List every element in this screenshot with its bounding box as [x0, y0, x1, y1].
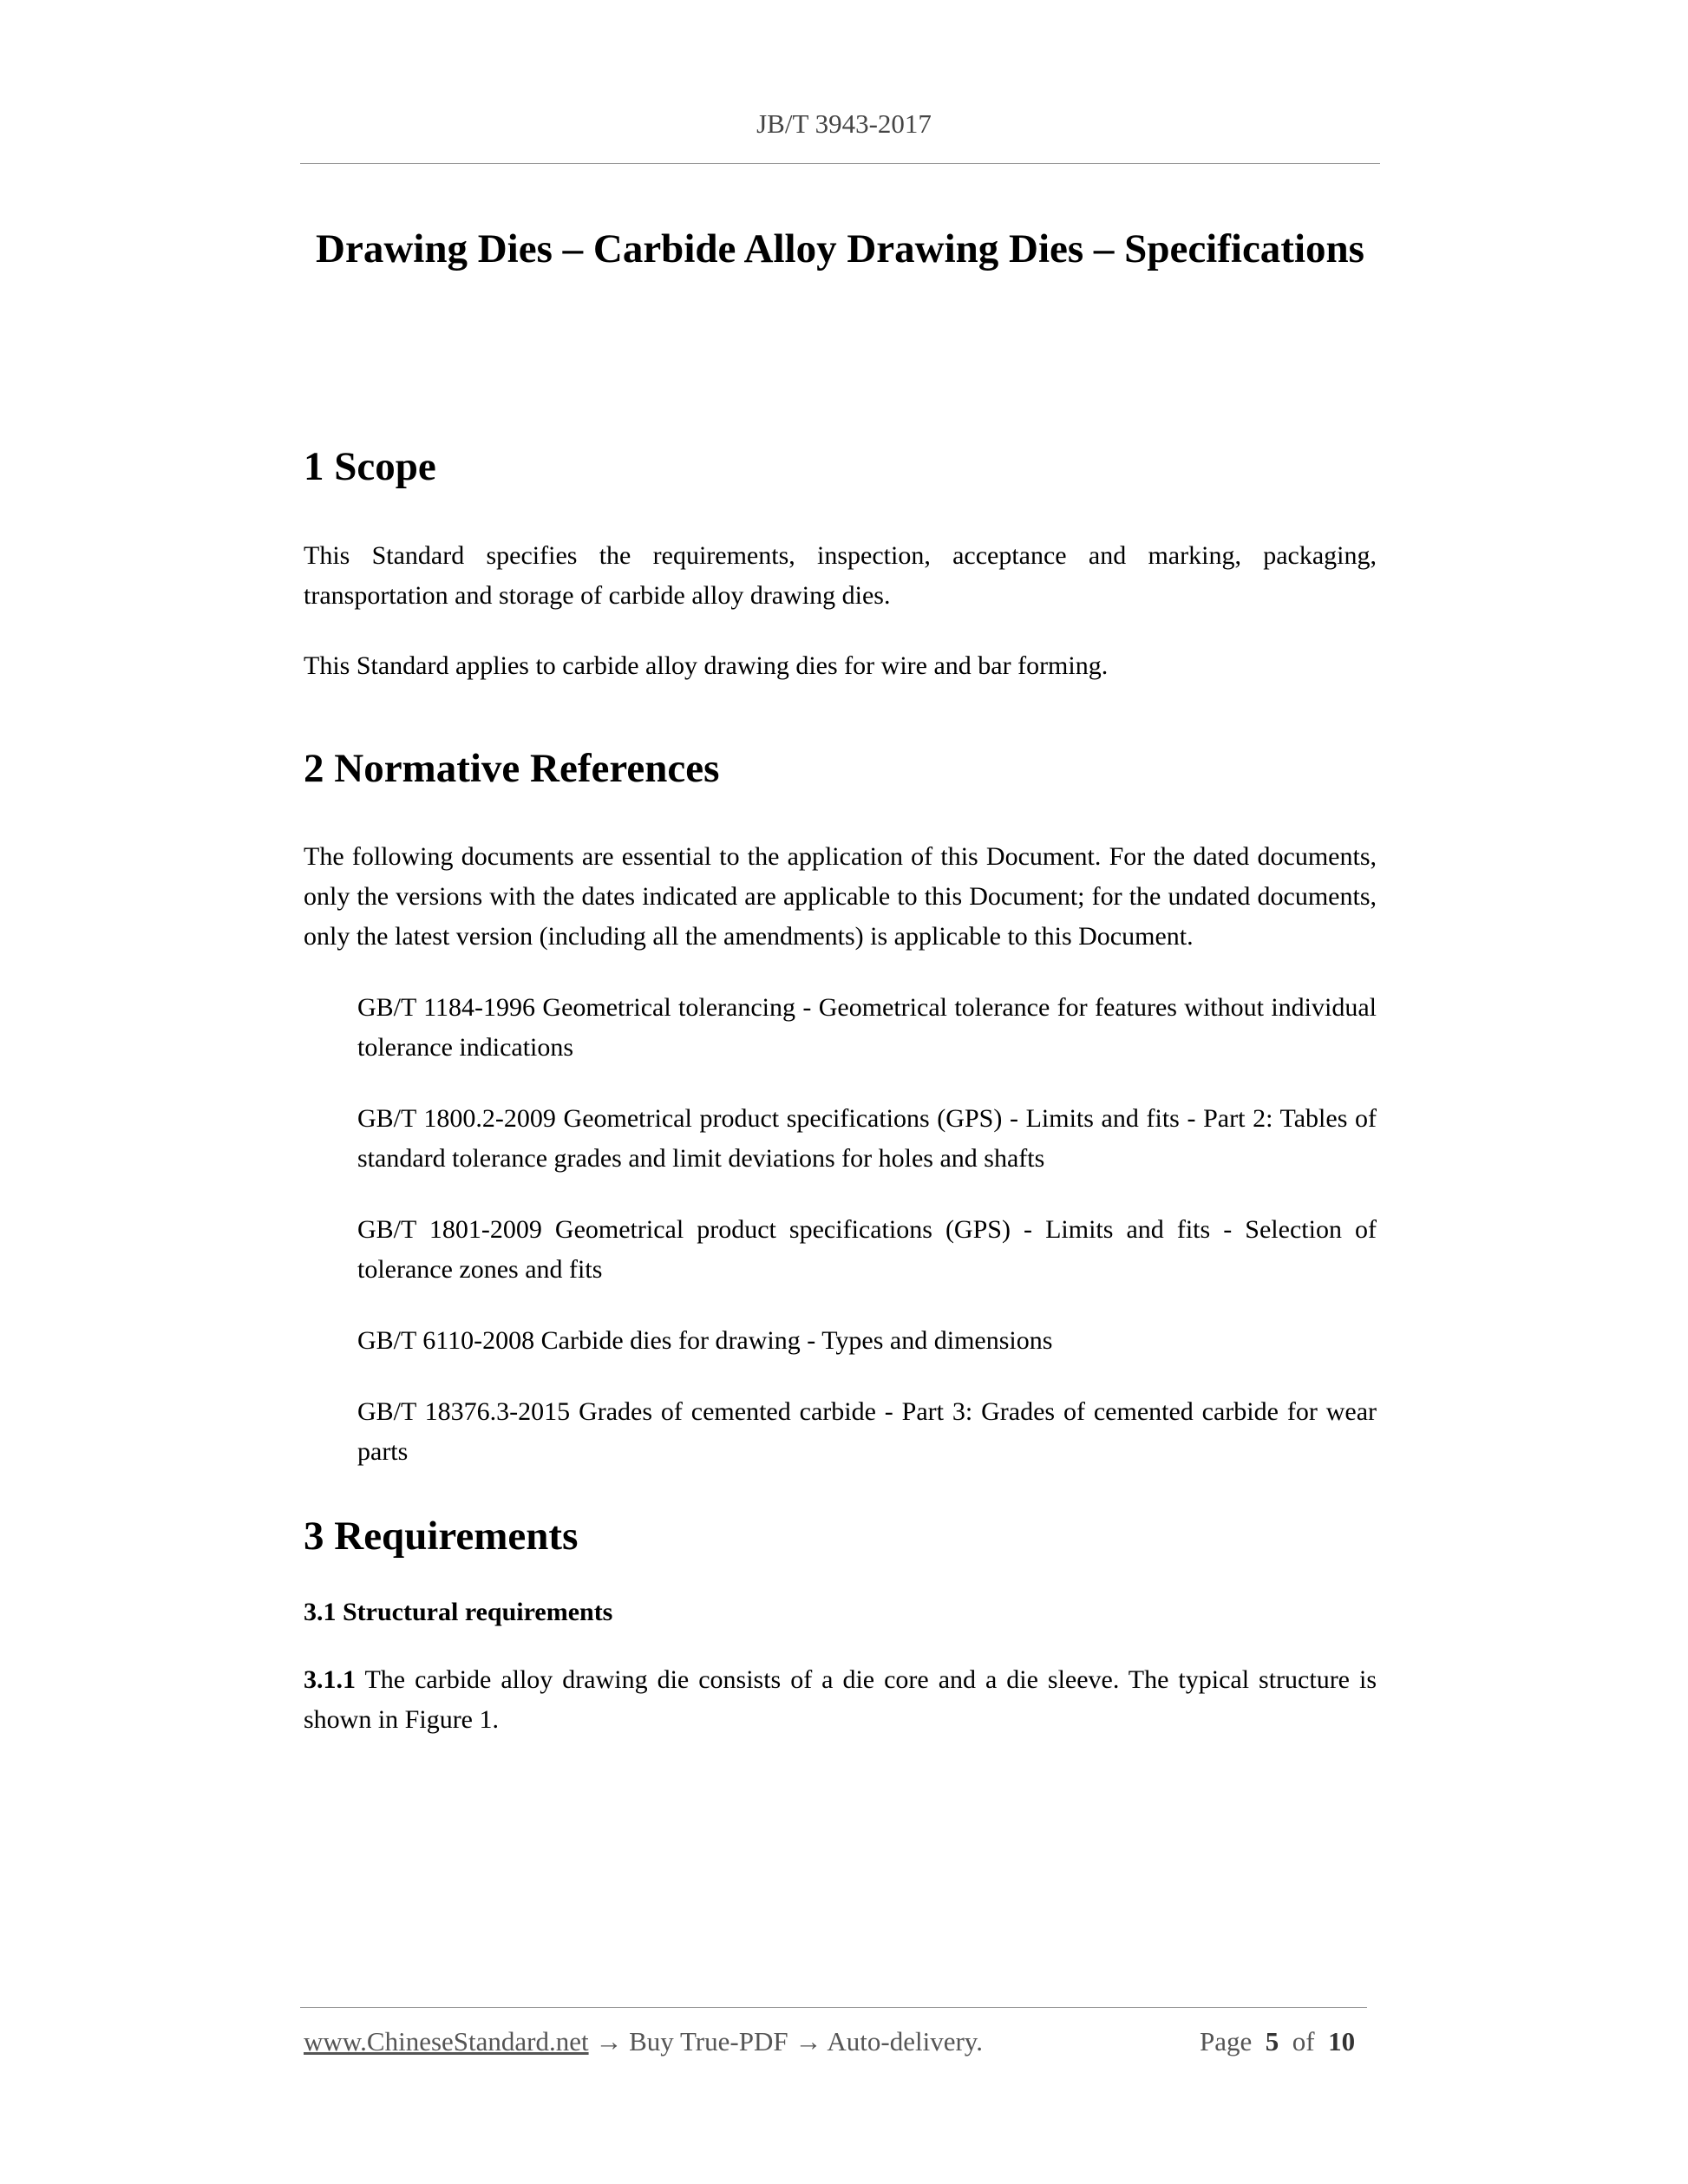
- section-heading-scope: 1 Scope: [304, 444, 436, 489]
- header-divider: [300, 163, 1380, 164]
- buy-true-pdf-text: Buy True-PDF: [629, 2026, 788, 2056]
- document-body: [304, 442, 1377, 1740]
- reference-item-gbt-18376-3: GB/T 18376.3-2015 Grades of cemented carbide - Part 3: Grades of cemented carbide for wear parts: [357, 1396, 1377, 1466]
- reference-item-gbt-1184: GB/T 1184-1996 Geometrical tolerancing - Geometrical tolerance for features without individual tolerance indications: [357, 992, 1377, 1062]
- of-label: of: [1292, 2026, 1315, 2056]
- subsection-heading-structural-requirements: 3.1 Structural requirements: [304, 1598, 613, 1627]
- footer-divider: [300, 2007, 1367, 2008]
- arrow-right-icon: →: [795, 2026, 822, 2056]
- arrow-right-icon: →: [595, 2026, 623, 2056]
- website-link[interactable]: www.ChineseStandard.net: [304, 2026, 589, 2056]
- header-standard-code: JB/T 3943-2017: [756, 108, 932, 139]
- scope-paragraph-1: This Standard specifies the requirements, inspection, acceptance and marking, packaging, transportation and storage of carbide alloy drawing dies.: [304, 541, 1377, 611]
- clause-text: The carbide alloy drawing die consists of a die core and a die sleeve. The typical structure is shown in Figure 1.: [304, 1665, 1377, 1735]
- clause-number: 3.1.1: [304, 1665, 356, 1695]
- scope-paragraph-2: This Standard applies to carbide alloy drawing dies for wire and bar forming.: [304, 651, 1109, 681]
- normative-intro-paragraph: The following documents are essential to the application of this Document. For the dated documents, only the versions with the dates indicated are applicable to this Document; for the undated documents, only the latest version (including all the amendments) is applicable to this Document.: [304, 841, 1377, 951]
- footer-promo: [304, 2026, 983, 2057]
- clause-3-1-1: [304, 1660, 1377, 1740]
- document-title: Drawing Dies – Carbide Alloy Drawing Dies – Specifications: [316, 226, 1364, 271]
- current-page-number: 5: [1265, 2026, 1279, 2056]
- reference-item-gbt-1801: GB/T 1801-2009 Geometrical product specifications (GPS) - Limits and fits - Selection of tolerance zones and fits: [357, 1214, 1377, 1284]
- reference-item-gbt-6110: GB/T 6110-2008 Carbide dies for drawing - Types and dimensions: [357, 1325, 1053, 1355]
- section-heading-requirements: 3 Requirements: [304, 1513, 579, 1559]
- page-label: Page: [1200, 2026, 1253, 2056]
- page-indicator: [1200, 2026, 1355, 2057]
- auto-delivery-text: Auto-delivery.: [827, 2026, 984, 2056]
- reference-item-gbt-1800-2: GB/T 1800.2-2009 Geometrical product specifications (GPS) - Limits and fits - Part 2: Tables of standard tolerance grades and limit deviations for holes and shafts: [357, 1103, 1377, 1173]
- section-heading-normative-references: 2 Normative References: [304, 746, 720, 792]
- total-page-count: 10: [1328, 2026, 1356, 2056]
